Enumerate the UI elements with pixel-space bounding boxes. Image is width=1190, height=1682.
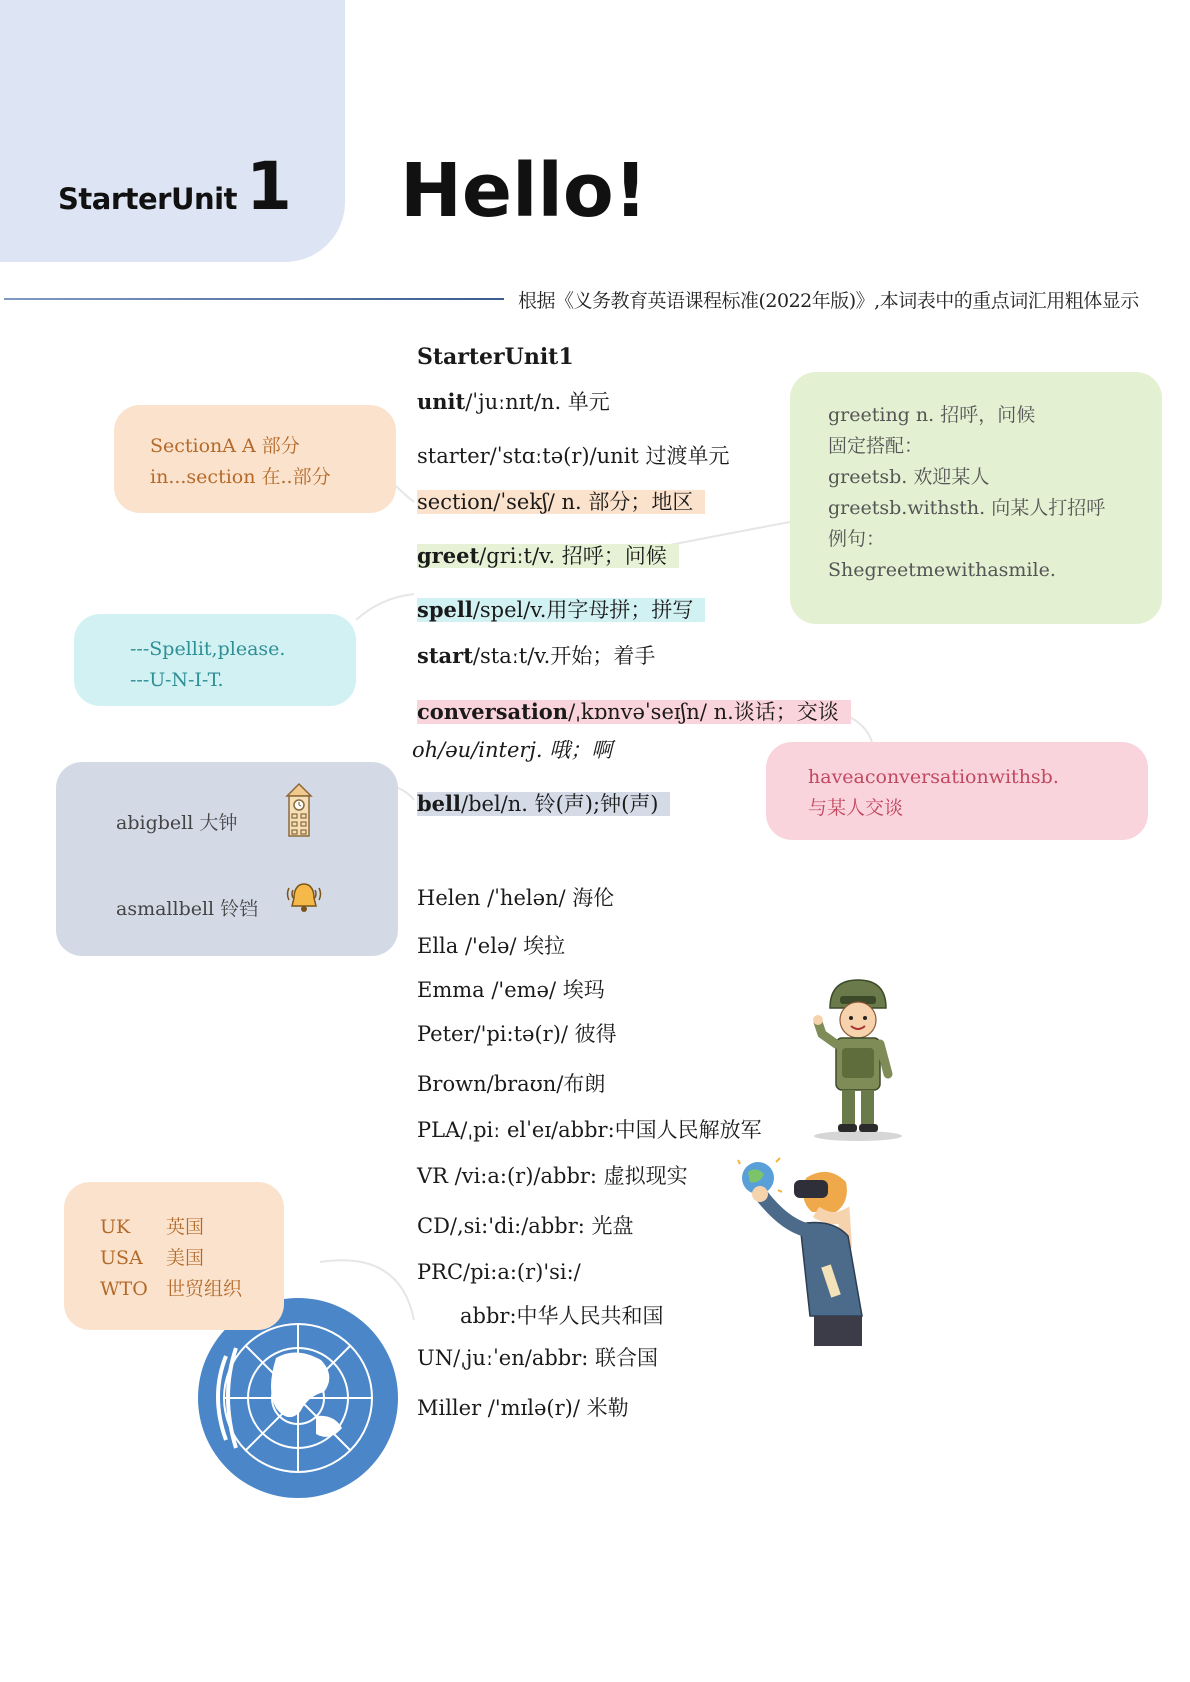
note-spell: [74, 614, 356, 706]
abbr-un: UN/ˌjuːˈen/abbr: 联合国: [417, 1346, 659, 1370]
abbr-code: WTO: [100, 1278, 148, 1300]
note-line: greeting n. 招呼，问候: [828, 404, 1036, 426]
abbr-code: USA: [100, 1247, 143, 1269]
abbr-pla: PLA/ˌpiː elˈeɪ/abbr:中国人民解放军: [417, 1118, 762, 1142]
abbr-row: [100, 1274, 284, 1305]
note-line: greetsb.withsth. 向某人打招呼: [828, 497, 1106, 519]
unit-number: 1: [246, 148, 292, 225]
vocab-word: greet: [417, 543, 480, 568]
vocab-starter: [417, 440, 730, 472]
vocab-definition: oh/əu/interj. 哦；啊: [412, 738, 613, 762]
note-line: SectionA A 部分: [150, 435, 300, 457]
note-abbr: [64, 1182, 284, 1330]
vocab-conversation: [417, 696, 851, 728]
abbr-meaning: 英国: [166, 1216, 205, 1238]
vocab-definition: starter/ˈstɑːtə(r)/unit 过渡单元: [417, 444, 730, 468]
abbr-row: [100, 1243, 284, 1274]
vocab-word: start: [417, 643, 473, 668]
note-greet: [790, 372, 1162, 624]
clock-tower-icon: [284, 782, 314, 838]
vocab-definition: /staːt/v.开始；着手: [472, 644, 656, 668]
vocab-bell: [417, 788, 670, 820]
note-section: [114, 405, 396, 513]
note-conversation: [766, 742, 1148, 840]
note-line: in...section 在..部分: [150, 466, 331, 488]
name-emma: Emma /'emə/ 埃玛: [417, 978, 605, 1002]
abbr-vr: VR /vi:a:(r)/abbr: 虚拟现实: [417, 1164, 688, 1188]
connector-spell: [356, 594, 414, 620]
note-line: 固定搭配：: [828, 435, 924, 457]
note-line: ---Spellit,please.: [130, 638, 286, 660]
note-line: asmallbell 铃铛: [116, 898, 259, 920]
standard-note: 根据《义务教育英语课程标准(2022年版)》,本词表中的重点词汇用粗体显示: [518, 290, 1139, 312]
note-line: 与某人交谈: [808, 797, 904, 819]
unit-label: StarterUnit: [58, 182, 237, 216]
vocab-definition: /spel/v.用字母拼；拼写: [472, 598, 694, 622]
abbr-prc-meaning: abbr:中华人民共和国: [460, 1304, 664, 1328]
vocab-heading: StarterUnit1: [417, 344, 574, 370]
vocab-greet: [417, 540, 679, 572]
vocab-definition: /bel/n. 铃(声);钟(声): [461, 792, 659, 816]
note-bell: [56, 762, 398, 956]
note-line: ---U-N-I-T.: [130, 669, 224, 691]
ringing-bell-icon: [284, 880, 324, 916]
note-line: abigbell 大钟: [116, 812, 238, 834]
vocab-start: [417, 640, 655, 672]
vocab-spell: [417, 594, 705, 626]
soldier-illustration: [808, 972, 908, 1142]
vocab-definition: section/ˈsekʃ/ n. 部分；地区: [417, 490, 705, 514]
note-line: Shegreetmewithasmile.: [828, 559, 1056, 581]
vocab-word: spell: [417, 597, 473, 622]
page-title: Hello!: [400, 148, 648, 234]
note-line: 例句：: [828, 528, 886, 550]
abbr-meaning: 世贸组织: [166, 1278, 243, 1300]
abbr-cd: CD/,si:'di:/abbr: 光盘: [417, 1214, 634, 1238]
abbr-code: UK: [100, 1216, 131, 1238]
vocab-section: [417, 486, 705, 518]
name-brown: Brown/braʊn/布朗: [417, 1072, 606, 1096]
connector-bell: [398, 788, 414, 800]
connector-section: [396, 486, 414, 502]
vocab-definition: /griːt/v. 招呼；问候: [479, 544, 667, 568]
abbr-meaning: 美国: [166, 1247, 205, 1269]
abbr-row: [100, 1212, 284, 1243]
name-helen: Helen /ˈhelən/ 海伦: [417, 886, 615, 910]
vr-kid-illustration: [736, 1156, 876, 1350]
vocab-definition: /ˌkɒnvəˈseɪʃn/ n.谈话；交谈: [568, 700, 839, 724]
note-line: greetsb. 欢迎某人: [828, 466, 990, 488]
name-miller: Miller /'mɪlə(r)/ 米勒: [417, 1396, 629, 1420]
vocab-oh: [412, 734, 612, 766]
abbr-prc: PRC/pi:a:(r)'si:/: [417, 1260, 581, 1284]
vocab-word: bell: [417, 791, 461, 816]
note-line: haveaconversationwithsb.: [808, 766, 1059, 788]
vocab-word: unit: [417, 389, 466, 414]
name-ella: Ella /'elə/ 埃拉: [417, 934, 566, 958]
vocab-definition: /ˈjuːnɪt/n. 单元: [465, 390, 610, 414]
vocab-unit: [417, 386, 610, 418]
vocab-word: conversation: [417, 699, 569, 724]
name-peter: Peter/'pi:tə(r)/ 彼得: [417, 1022, 617, 1046]
